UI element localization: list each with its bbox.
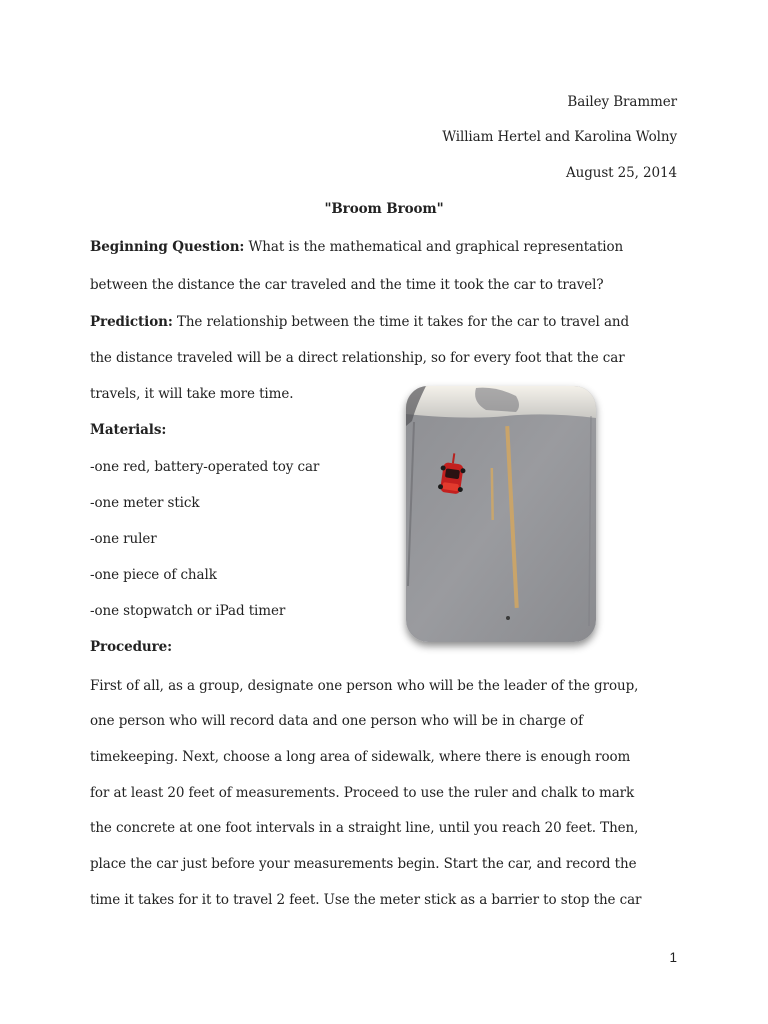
author-name: Bailey Brammer: [567, 94, 677, 110]
procedure-line: time it takes for it to travel 2 feet. Use the meter stick as a barrier to stop the car: [90, 892, 642, 908]
page-number: 1: [669, 950, 677, 965]
prediction-line-1: [90, 313, 629, 331]
procedure-line: the concrete at one foot intervals in a straight line, until you reach 20 feet. Then,: [90, 820, 639, 836]
material-item: -one meter stick: [90, 495, 200, 511]
procedure-line: for at least 20 feet of measurements. Proceed to use the ruler and chalk to mark: [90, 785, 635, 801]
procedure-line: place the car just before your measurements begin. Start the car, and record the: [90, 856, 637, 872]
procedure-line: one person who will record data and one person who will be in charge of: [90, 713, 583, 729]
material-item: -one ruler: [90, 531, 157, 547]
beginning-question-line-1: [90, 238, 623, 256]
procedure-heading: Procedure:: [90, 639, 173, 655]
document-title: "Broom Broom": [324, 201, 444, 217]
beginning-question-line-2: between the distance the car traveled and the time it took the car to travel?: [90, 277, 604, 293]
materials-heading: Materials:: [90, 422, 167, 438]
material-item: -one piece of chalk: [90, 567, 217, 583]
beginning-question-label: Beginning Question:: [90, 239, 245, 255]
prediction-line-3: travels, it will take more time.: [90, 386, 294, 402]
partner-names: William Hertel and Karolina Wolny: [442, 129, 677, 145]
prediction-line-2: the distance traveled will be a direct relationship, so for every foot that the car: [90, 350, 625, 366]
procedure-line: timekeeping. Next, choose a long area of sidewalk, where there is enough room: [90, 749, 631, 765]
prediction-text: The relationship between the time it takes for the car to travel and: [172, 314, 630, 330]
beginning-question-text: What is the mathematical and graphical representation: [244, 239, 624, 255]
prediction-label: Prediction:: [90, 314, 173, 330]
report-date: August 25, 2014: [565, 165, 677, 181]
procedure-line: First of all, as a group, designate one person who will be the leader of the group,: [90, 678, 639, 694]
toy-car-sidewalk-photo: [406, 386, 596, 642]
material-item: -one stopwatch or iPad timer: [90, 603, 286, 619]
material-item: -one red, battery-operated toy car: [90, 459, 320, 475]
